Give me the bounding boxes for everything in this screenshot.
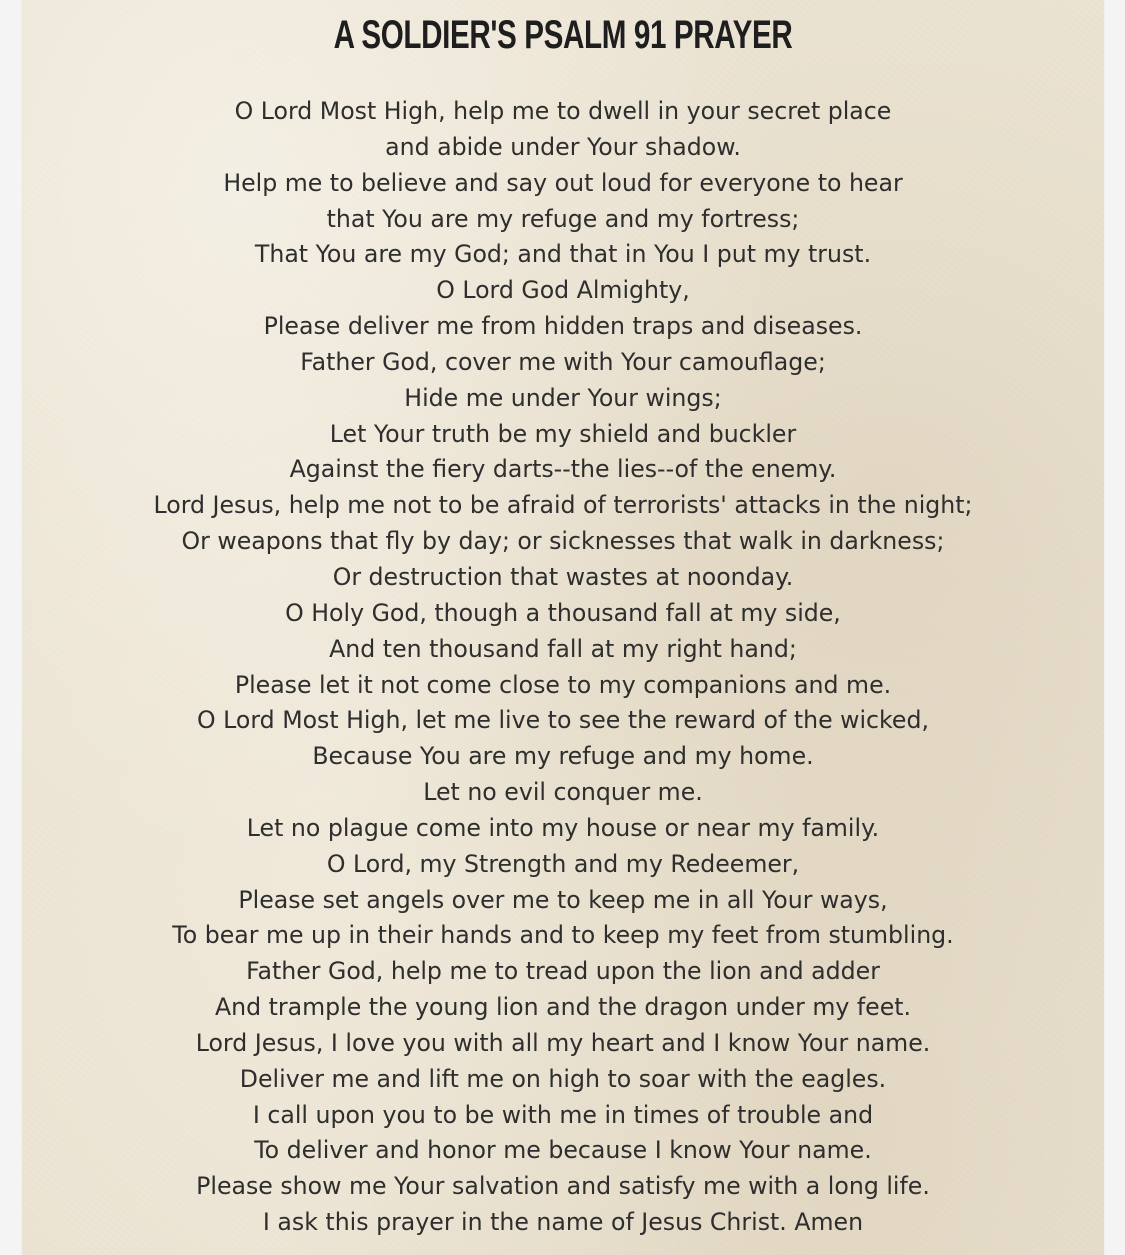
prayer-line: O Lord, my Strength and my Redeemer, — [326, 849, 800, 878]
prayer-line: Let Your truth be my shield and buckler — [329, 419, 797, 448]
prayer-line: Help me to believe and say out loud for everyone to hear — [223, 168, 903, 197]
prayer-line: Let no plague come into my house or near my family. — [246, 813, 880, 842]
prayer-line: Against the fiery darts--the lies--of the enemy. — [289, 455, 837, 484]
prayer-line: Deliver me and lift me on high to soar with the eagles. — [239, 1064, 887, 1093]
prayer-line: O Holy God, though a thousand fall at my side, — [285, 598, 841, 627]
prayer-line: and abide under Your shadow. — [385, 132, 741, 161]
prayer-line: Please deliver me from hidden traps and diseases. — [263, 312, 863, 341]
prayer-line: O Lord God Almighty, — [436, 276, 690, 305]
prayer-line: O Lord Most High, let me live to see the reward of the wicked, — [197, 706, 929, 735]
prayer-line: Or destruction that wastes at noonday. — [332, 562, 794, 591]
prayer-line: Lord Jesus, I love you with all my heart and I know Your name. — [195, 1028, 931, 1057]
prayer-line: To bear me up in their hands and to keep my feet from stumbling. — [172, 921, 954, 950]
prayer-line: Hide me under Your wings; — [404, 383, 722, 412]
prayer-line: Let no evil conquer me. — [423, 778, 703, 807]
prayer-line: O Lord Most High, help me to dwell in your secret place — [234, 97, 892, 125]
prayer-line: Please show me Your salvation and satisfy me with a long life. — [196, 1172, 930, 1201]
prayer-paper — [22, 0, 1104, 1255]
prayer-line: I call upon you to be with me in times of trouble and — [252, 1100, 874, 1129]
prayer-title: A SOLDIER'S PSALM 91 PRAYER — [333, 13, 793, 57]
prayer-line: Or weapons that fly by day; or sicknesses that walk in darkness; — [181, 527, 945, 556]
prayer-line: That You are my God; and that in You I put my trust. — [254, 240, 872, 269]
prayer-line: Father God, help me to tread upon the lion and adder — [246, 957, 880, 986]
prayer-text — [22, 94, 1104, 1241]
prayer-line: To deliver and honor me because I know Your name. — [254, 1136, 872, 1165]
prayer-line: And ten thousand fall at my right hand; — [329, 634, 797, 663]
prayer-line: Please set angels over me to keep me in all Your ways, — [238, 885, 888, 914]
prayer-line: And trample the young lion and the dragon under my feet. — [214, 993, 912, 1022]
prayer-line: that You are my refuge and my fortress; — [326, 204, 800, 233]
prayer-line: Lord Jesus, help me not to be afraid of terrorists' attacks in the night; — [153, 491, 973, 520]
prayer-line: I ask this prayer in the name of Jesus Christ. Amen — [262, 1208, 864, 1237]
prayer-line: Father God, cover me with Your camouflage; — [300, 347, 826, 376]
prayer-line: Please let it not come close to my companions and me. — [234, 670, 892, 699]
prayer-line: Because You are my refuge and my home. — [312, 742, 814, 771]
